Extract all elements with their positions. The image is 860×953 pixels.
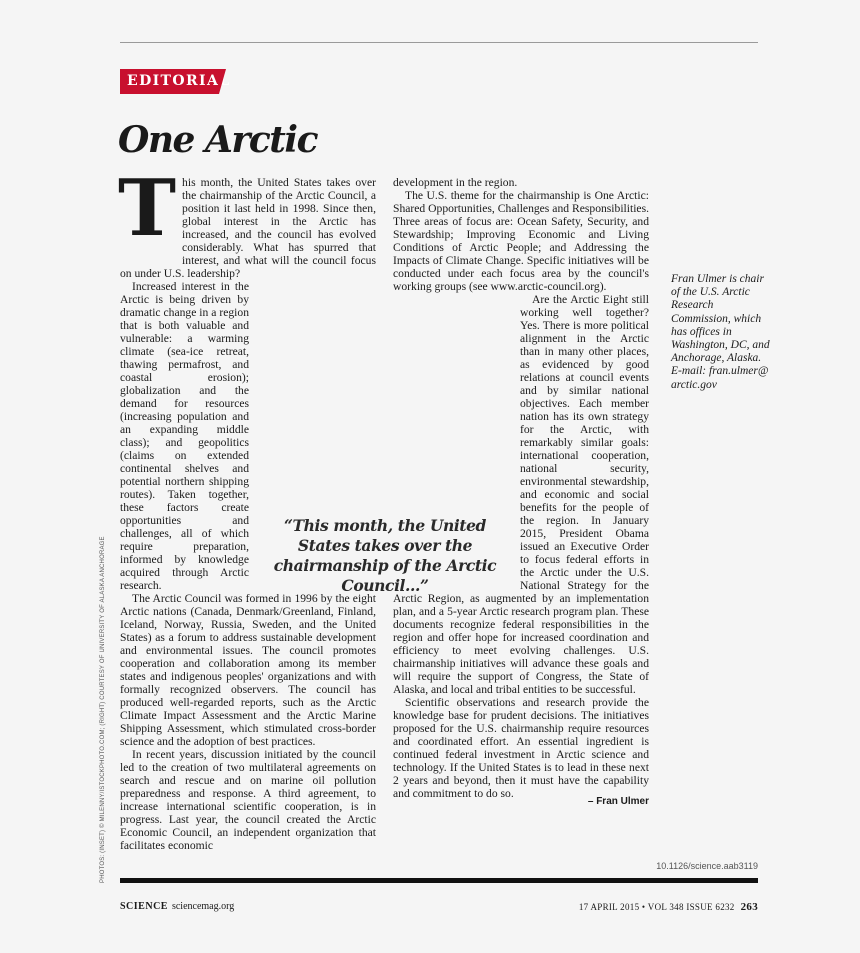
pull-quote: “This month, the United States takes over the chairmanship of the Arctic Council...” — [273, 516, 497, 595]
paragraph-6: The U.S. theme for the chairmanship is One Arctic: Shared Opportunities, Challenges and Responsibilities. Three areas of focus are: Ocean Safety, Security, and Stewardship; Improving Economic and Living Conditions of Arctic People; and Addressing the Impacts of Climate Change. Specific initiatives will be conducted under each focus area by the council's working groups (see www.arctic-council.org). — [393, 189, 649, 293]
footer-left — [120, 901, 234, 912]
section-label: EDITORIAL — [120, 69, 219, 94]
page-number: 263 — [740, 901, 758, 913]
photo-credit: PHOTOS: (INSET) © MILENNY/ISTOCKPHOTO.COM; (RIGHT) COURTESY OF UNIVERSITY OF ALASKA ANCHORAGE — [100, 536, 106, 883]
article-column-left — [118, 163, 376, 852]
drop-cap: T — [118, 163, 177, 254]
paragraph-8: Scientific observations and research provide the knowledge base for prudent decisions. The initiatives proposed for the U.S. chairmanship require resources and coordinated effort. An essential ingredient is continued federal investment in Arctic science and technology. If the United States is to lead in these next 2 years and beyond, then it must have the capability and commitment to do so. — [393, 696, 649, 800]
paragraph-4: In recent years, discussion initiated by the council led to the creation of two multilateral agreements on search and rescue and on marine oil pollution preparedness and response. A third agreement, to increase international scientific cooperation, is in progress. Last year, the council created the Arctic Economic Council, an independent organization that facilitates economic — [120, 748, 376, 852]
site-url[interactable]: sciencemag.org — [171, 901, 235, 912]
paragraph-3: The Arctic Council was formed in 1996 by the eight Arctic nations (Canada, Denmark/Greenland, Finland, Iceland, Norway, Russia, Sweden, and the United States) as a forum to address sustainable development and environmental issues. The council promotes cooperation and collaboration among its member states and indigenous peoples' organizations and with formally recognized observers. The council has produced well-regarded reports, such as the Arctic Climate Impact Assessment and the Arctic Marine Shipping Assessment, which stimulated cross-border science and the adoption of best practices. — [120, 592, 376, 748]
doi-link[interactable]: 10.1126/science.aab3119 — [656, 861, 758, 871]
issue-info: 17 APRIL 2015 • VOL 348 ISSUE 6232 — [578, 902, 735, 912]
article-column-right — [393, 176, 649, 800]
paragraph-5: development in the region. — [393, 176, 518, 189]
author-signature: – Fran Ulmer — [587, 796, 649, 807]
journal-name: SCIENCE — [120, 901, 168, 912]
paragraph-7: Are the Arctic Eight still working well together? Yes. There is more political alignment in the Arctic than in many other places, as evidenced by good relations at council events and by similar national objectives. Each member nation has its own strategy for the Arctic, with remarkably similar goals: international cooperation, national security, environmental stewardship, and economic and social benefits for the people of the region. In January 2015, President Obama issued an Executive Order to focus federal efforts in the Arctic under the U.S. National Strategy for the Arctic Region, as augmented by an implementation plan, and a 5-year Arctic research program plan. These documents recognize federal responsibilities in the region and offer hope for increased coordination and efficiency to meet evolving challenges. U.S. chairmanship initiatives will advance these goals and will require the support of Congress, the State of Alaska, and local and tribal entities to be successful. — [393, 293, 649, 696]
footer-right — [579, 901, 758, 913]
author-bio: Fran Ulmer is chair of the U.S. Arctic Research Commission, which has offices in Washington, DC, and Anchorage, Alaska. E-mail: fran.ulmer@ arctic.gov — [671, 273, 770, 391]
paragraph-1: This month, the United States takes over the chairmanship of the Arctic Council, a position it last held in 1998. Since then, global interest in the Arctic has increased, and the council has evolved considerably. What has spurred that interest, and what will the council focus on under U.S. leadership? — [118, 163, 376, 280]
page-title: One Arctic — [118, 119, 318, 161]
top-rule — [120, 42, 758, 43]
bottom-rule — [120, 878, 758, 883]
paragraph-2: Increased interest in the Arctic is being driven by dramatic change in a region that is both valuable and vulnerable: a warming climate (sea-ice retreat, thawing permafrost, and coastal erosion); globalization and the demand for resources (increasing population and an expanding middle class); and geopolitics (claims on extended continental shelves and potential northern shipping routes). Taken together, these factors create opportunities and challenges, all of which require preparation, informed by knowledge acquired through Arctic research. — [120, 280, 249, 592]
